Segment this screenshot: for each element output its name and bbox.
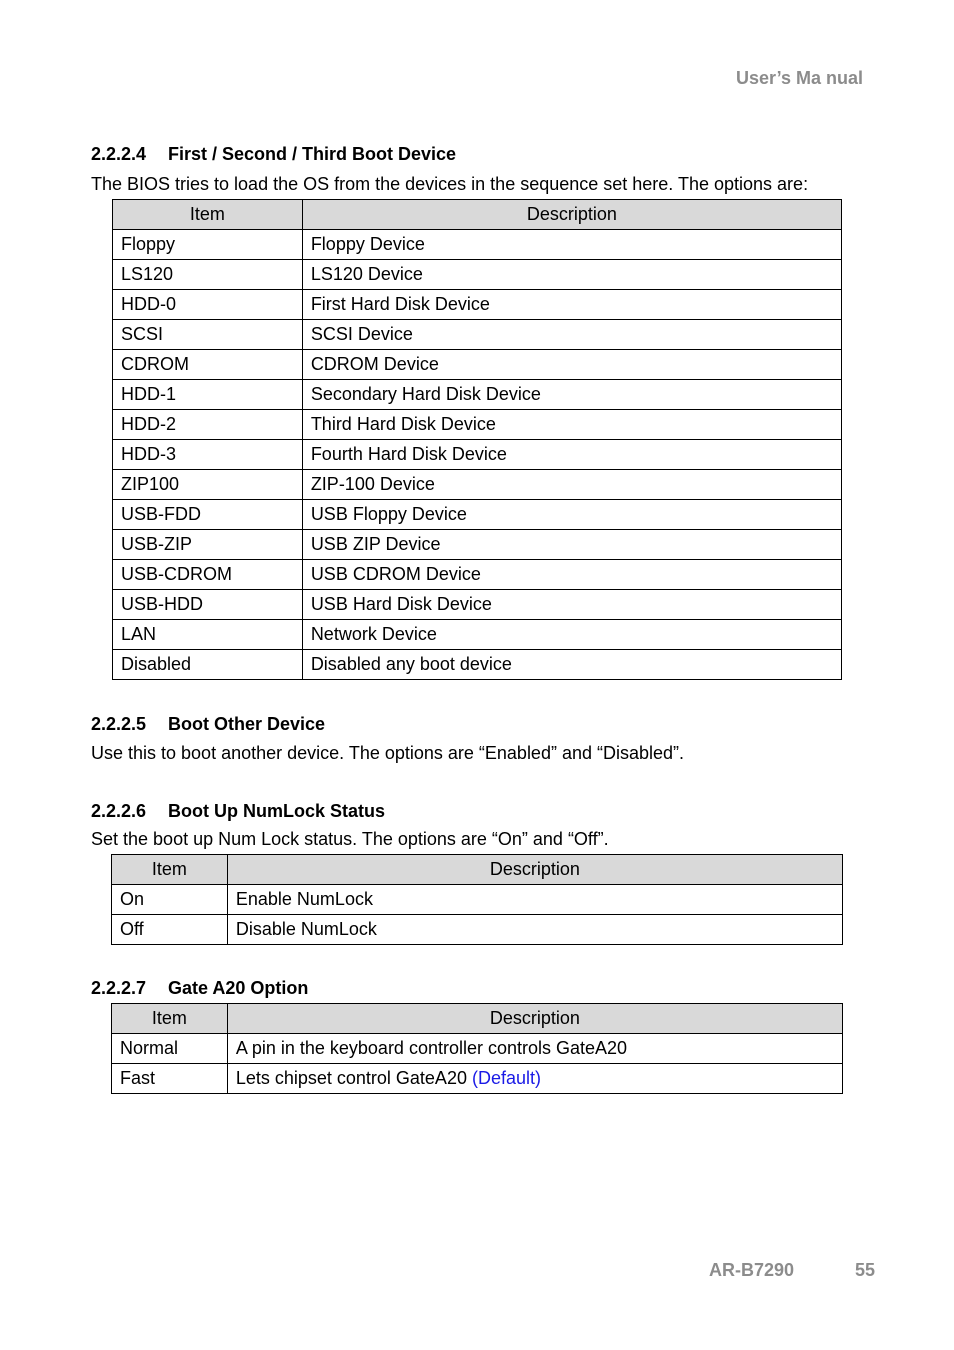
section-intro: Use this to boot another device. The options are “Enabled” and “Disabled”. [91, 743, 685, 763]
item-cell: HDD-1 [113, 380, 303, 410]
item-cell: ZIP100 [113, 470, 303, 500]
numlock-table [111, 854, 843, 945]
table-row [113, 530, 842, 560]
table-row [112, 1034, 843, 1064]
section-heading-boot-device [91, 144, 456, 165]
table-header-row [112, 1004, 843, 1034]
section-title: Gate A20 Option [168, 978, 309, 998]
section-heading-numlock-status [91, 801, 385, 822]
item-cell: HDD-0 [113, 290, 303, 320]
description-cell: First Hard Disk Device [302, 290, 841, 320]
description-cell: Enable NumLock [227, 885, 842, 915]
gate-a20-table [111, 1003, 843, 1094]
section-intro: Set the boot up Num Lock status. The options are “On” and “Off”. [91, 829, 609, 849]
page-number: 55 [855, 1260, 876, 1280]
column-header-item: Item [112, 1004, 228, 1034]
item-cell: USB-FDD [113, 500, 303, 530]
description-text: Lets chipset control GateA20 [235, 1068, 467, 1088]
description-cell: USB Hard Disk Device [302, 590, 841, 620]
section-intro: The BIOS tries to load the OS from the devices in the sequence set here. The options are: [91, 174, 809, 194]
item-cell: Disabled [113, 650, 303, 680]
table-row [112, 1064, 843, 1094]
table-row [113, 440, 842, 470]
section-heading-gate-a20 [91, 978, 308, 999]
description-cell: USB ZIP Device [302, 530, 841, 560]
section-title: Boot Other Device [168, 714, 326, 734]
description-cell [227, 1064, 842, 1094]
table-row [113, 590, 842, 620]
column-header-description: Description [227, 1004, 842, 1034]
item-cell: Floppy [113, 230, 303, 260]
description-cell: LS120 Device [302, 260, 841, 290]
table-row [113, 290, 842, 320]
table-row [113, 230, 842, 260]
item-cell: HDD-3 [113, 440, 303, 470]
column-header-item: Item [113, 200, 303, 230]
description-cell: Disable NumLock [227, 915, 842, 945]
item-cell: USB-ZIP [113, 530, 303, 560]
table-row [113, 650, 842, 680]
item-cell: Fast [112, 1064, 228, 1094]
description-cell: Fourth Hard Disk Device [302, 440, 841, 470]
default-indicator: (Default) [471, 1068, 542, 1088]
description-cell: Network Device [302, 620, 841, 650]
section-title: Boot Up NumLock Status [168, 801, 386, 821]
section-heading-boot-other-device [91, 714, 325, 735]
table-row [113, 320, 842, 350]
description-cell: Secondary Hard Disk Device [302, 380, 841, 410]
item-cell: CDROM [113, 350, 303, 380]
table-row [113, 350, 842, 380]
item-cell: HDD-2 [113, 410, 303, 440]
column-header-item: Item [112, 855, 228, 885]
table-row [113, 560, 842, 590]
section-title: First / Second / Third Boot Device [168, 144, 457, 164]
table-row [113, 620, 842, 650]
description-cell: Third Hard Disk Device [302, 410, 841, 440]
item-cell: USB-CDROM [113, 560, 303, 590]
table-row [113, 260, 842, 290]
table-row [113, 380, 842, 410]
section-number: 2.2.2.5 [91, 714, 147, 734]
description-cell: CDROM Device [302, 350, 841, 380]
section-number: 2.2.2.4 [91, 144, 147, 164]
item-cell: USB-HDD [113, 590, 303, 620]
running-header: User’s Ma nual [735, 68, 863, 88]
item-cell: Off [112, 915, 228, 945]
description-cell: A pin in the keyboard controller controls GateA20 [227, 1034, 842, 1064]
column-header-description: Description [302, 200, 841, 230]
description-cell: Floppy Device [302, 230, 841, 260]
footer-model-number: AR-B7290 [709, 1260, 795, 1280]
item-cell: Normal [112, 1034, 228, 1064]
table-header-row [113, 200, 842, 230]
table-header-row [112, 855, 843, 885]
section-number: 2.2.2.6 [91, 801, 147, 821]
description-cell: USB Floppy Device [302, 500, 841, 530]
item-cell: LS120 [113, 260, 303, 290]
description-cell: USB CDROM Device [302, 560, 841, 590]
table-row [113, 500, 842, 530]
table-row [113, 470, 842, 500]
item-cell: On [112, 885, 228, 915]
item-cell: LAN [113, 620, 303, 650]
column-header-description: Description [227, 855, 842, 885]
table-row [112, 885, 843, 915]
section-number: 2.2.2.7 [91, 978, 147, 998]
description-cell: ZIP-100 Device [302, 470, 841, 500]
description-cell: Disabled any boot device [302, 650, 841, 680]
item-cell: SCSI [113, 320, 303, 350]
table-row [113, 410, 842, 440]
table-row [112, 915, 843, 945]
boot-device-table [112, 199, 842, 680]
description-cell: SCSI Device [302, 320, 841, 350]
